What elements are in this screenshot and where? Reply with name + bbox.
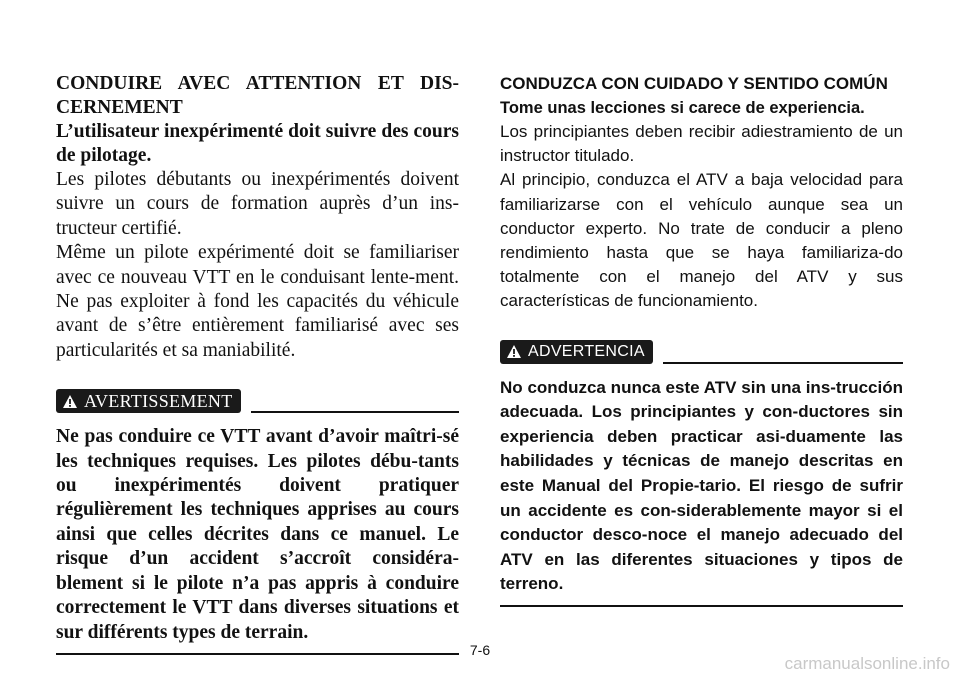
spanish-column (500, 72, 903, 607)
french-subheading: L’utilisateur inexpérimenté doit suivre des cours de pilotage. (56, 121, 459, 166)
french-warning-label: AVERTISSEMENT (84, 390, 233, 411)
spanish-warning-header (500, 338, 903, 366)
spanish-heading: CONDUZCA CON CUIDADO Y SENTIDO COMÚN (500, 74, 888, 93)
warning-triangle-icon (506, 344, 522, 359)
spanish-warning-badge (500, 340, 653, 364)
spanish-warning-text: No conduzca nunca este ATV sin una ins-trucción adecuada. Los principiantes y con-ductores sin experiencia deben practicar asi-duamente las habilidades y técnicas de manejo descritas en este Manual del Propie-tario. El riesgo de sufrir un accidente es con-siderablemente mayor si el conductor desco-noce el manejo adecuado del ATV en las diferentes situaciones y tipos de terreno. (500, 377, 903, 594)
warning-triangle-icon (62, 394, 78, 409)
french-heading: CONDUIRE AVEC ATTENTION ET DIS-CERNEMENT (56, 73, 459, 118)
french-warning-rule (251, 411, 460, 413)
spanish-warning-rule (663, 362, 903, 364)
french-warning-header (56, 387, 459, 415)
spanish-subheading: Tome unas lecciones si carece de experiencia. (500, 99, 865, 117)
french-warning-text: Ne pas conduire ce VTT avant d’avoir maîtri-sé les techniques requises. Les pilotes débu-tants ou inexpérimentés doivent pratiquer régulièrement les techniques apprises au cours ainsi que celles décrites dans ce manuel. Le risque d’un accident s’accroît considéra-blement si le pilote n’a pas appris à conduire correctement le VTT dans diverses situations et sur différents types de terrain. (56, 426, 459, 643)
french-paragraph-2: Même un pilote expérimenté doit se familiariser avec ce nouveau VTT en le conduisant lente-ment. Ne pas exploiter à fond les capacités du véhicule avant de s’être entièrement familiarisé avec ses particularités et sa maniabilité. (56, 242, 459, 361)
french-warning-badge (56, 389, 241, 413)
page-number: 7-6 (469, 642, 491, 658)
french-paragraph-1: Les pilotes débutants ou inexpérimentés doivent suivre un cours de formation auprès d’un ins-tructeur certifié. (56, 169, 459, 239)
french-column (56, 72, 459, 655)
watermark: carmanualsonline.info (784, 654, 950, 673)
spanish-warning-end-rule (500, 605, 903, 607)
spanish-warning-label: ADVERTENCIA (528, 342, 645, 360)
spanish-paragraph-2: Al principio, conduzca el ATV a baja velocidad para familiarizarse con el vehículo aunque sea un conductor experto. No trate de conducir a pleno rendimiento hasta que se haya familiariza-do totalmente con el manejo del ATV y sus características de funcionamiento. (500, 170, 903, 311)
spanish-paragraph-1: Los principiantes deben recibir adiestramiento de un instructor titulado. (500, 122, 903, 166)
